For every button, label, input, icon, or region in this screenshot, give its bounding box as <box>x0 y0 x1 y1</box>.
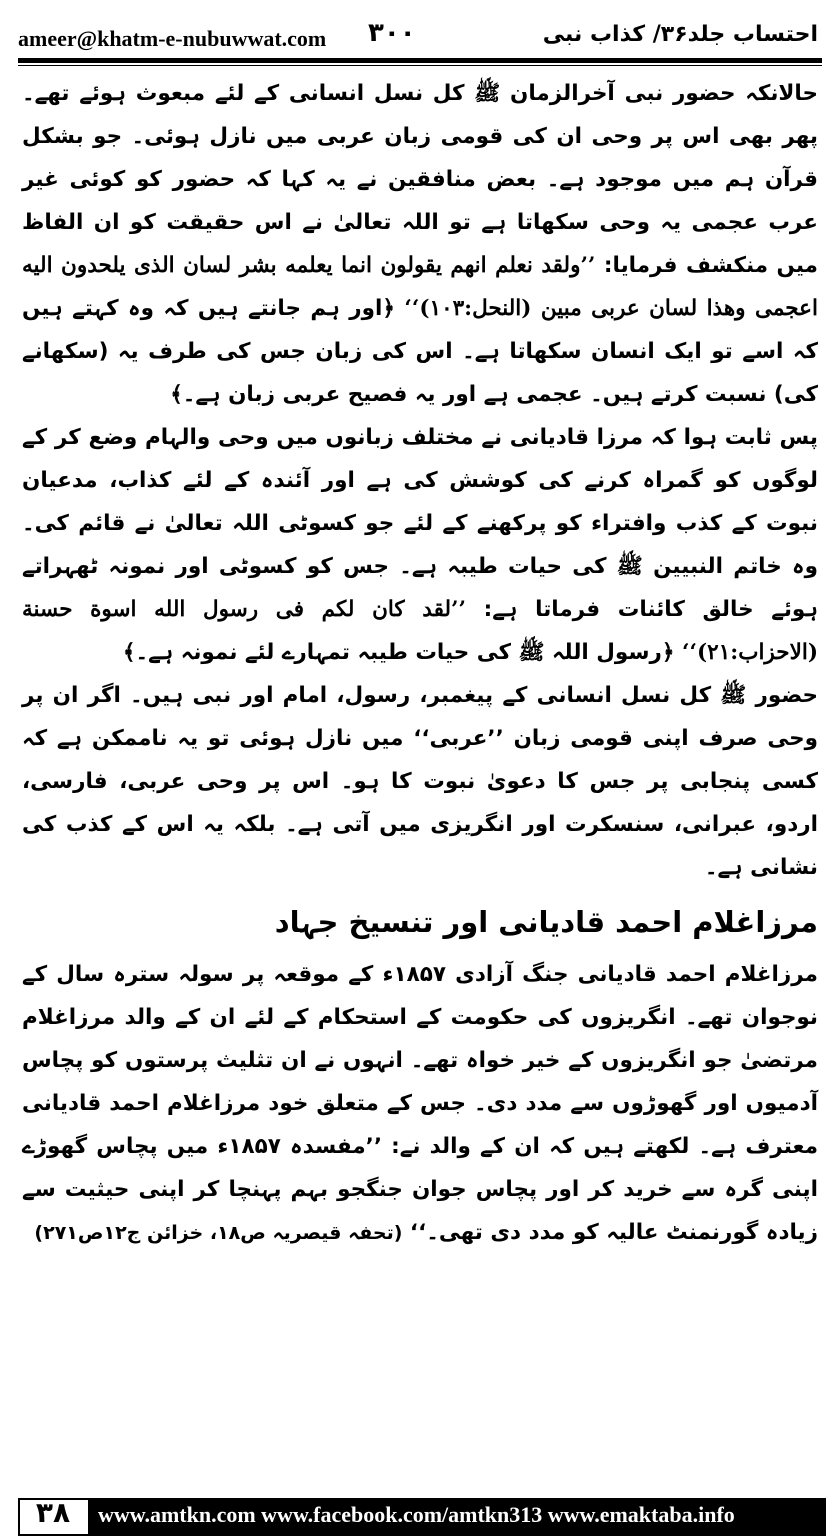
page-header <box>0 0 840 62</box>
header-email: ameer@khatm-e-nubuwwat.com <box>18 26 327 51</box>
citation: (تحفہ قیصریہ ص۱۸، خزائن ج۱۲ص۲۷۱) <box>34 1222 403 1244</box>
section-heading: مرزاغلام احمد قادیانی اور تنسیخ جہاد <box>274 905 818 939</box>
paragraph-2-text: پس ثابت ہوا کہ مرزا قادیانی نے مختلف زبانوں میں وحی والہام وضع کر کے لوگوں کو گمراہ کرنے کی کوشش کی ہے اور آئندہ کے لئے کذاب، مدعیان نبوت کے کذب وافتراء کو پرکھنے کے لئے جو کسوٹی اللہ تعالیٰ نے قائم کی۔ وہ خاتم النبیین ﷺ کی حیات طیبہ ہے۔ جس کو کسوٹی اور نمونہ ٹھہراتے ہوئے خالق کائنات فرماتا ہے: <box>22 425 818 622</box>
paragraph-4 <box>22 953 818 1255</box>
paragraph-1-text: حالانکہ حضور نبی آخرالزمان ﷺ کل نسل انسانی کے لئے مبعوث ہوئے تھے۔ پھر بھی اس پر وحی ان کی قومی زبان عربی میں نازل ہوئی۔ جو بشکل قرآن ہم میں موجود ہے۔ بعض منافقین نے یہ کہا کہ حضور کو کوئی غیر عرب عجمی یہ وحی سکھاتا ہے تو اللہ تعالیٰ نے اس حقیقت کو ان الفاظ میں منکشف فرمایا: <box>22 81 818 278</box>
footer-page-number: ۳۸ <box>35 1496 71 1529</box>
verse-translation-nahl: ﴿اور ہم جانتے ہیں کہ وہ کہتے ہیں کہ اسے تو ایک انسان سکھاتا ہے۔ اس کی زبان جس کی طرف یہ (سکھانے کی) نسبت کرتے ہیں۔ عجمی ہے اور یہ فصیح عربی زبان ہے۔﴾ <box>22 296 818 407</box>
paragraph-4-text: مرزاغلام احمد قادیانی جنگ آزادی ۱۸۵۷ء کے موقعہ پر سولہ سترہ سال کے نوجوان تھے۔ انگریزوں کی حکومت کے استحکام کے لئے ان کے والد مرزاغلام مرتضیٰ جو انگریزوں کے خیر خواہ تھے۔ انہوں نے ان تثلیث پرستوں کو پچاس آدمیوں اور گھوڑوں سے مدد دی۔ جس کے متعلق خود مرزاغلام احمد قادیانی معترف ہے۔ لکھتے ہیں کہ ان کے والد نے: ’’مفسدہ ۱۸۵۷ء میں پچاس گھوڑے اپنی گرہ سے خرید کر اور پچاس جوان جنگجو بہم پہنچا کر اپنی حیثیت سے زیادہ گورنمنٹ عالیہ کو مدد دی تھی۔‘‘ <box>22 962 819 1245</box>
paragraph-1 <box>22 72 818 416</box>
footer-links: www.amtkn.com www.facebook.com/amtkn313 www.emaktaba.info <box>98 1502 735 1527</box>
quran-verse-nahl: ’’ولقد نعلم انهم يقولون انما يعلمه بشر لسان الذى يلحدون اليه اعجمى وهذا لسان عربى مبين (النحل:١٠٣)‘‘ <box>22 253 818 321</box>
paragraph-3: حضور ﷺ کل نسل انسانی کے پیغمبر، رسول، امام اور نبی ہیں۔ اگر ان پر وحی صرف اپنی قومی زبان ’’عربی‘‘ میں نازل ہوئی تو یہ ناممکن ہے کہ کسی پنجابی پر جس کا دعویٰ نبوت کا ہو۔ اس پر وحی عربی، فارسی، اردو، عبرانی، سنسکرت اور انگریزی میں آتی ہے۔ بلکہ یہ اس کے کذب کی نشانی ہے۔ <box>22 683 818 880</box>
quran-verse-ahzab: ’’لقد كان لكم فى رسول الله اسوة حسنة (الاحزاب:٢١)‘‘ <box>22 597 818 665</box>
verse-translation-ahzab: ﴿رسول اللہ ﷺ کی حیات طیبہ تمہارے لئے نمونہ ہے۔﴾ <box>122 640 675 665</box>
header-page-number: ۳۰۰ <box>368 18 416 48</box>
header-book-title: احتساب جلد۳۶/ کذاب نبی <box>542 22 818 47</box>
header-rule <box>18 58 822 66</box>
page-footer <box>0 1492 840 1540</box>
paragraph-2 <box>22 416 818 674</box>
page-content <box>22 72 818 1472</box>
